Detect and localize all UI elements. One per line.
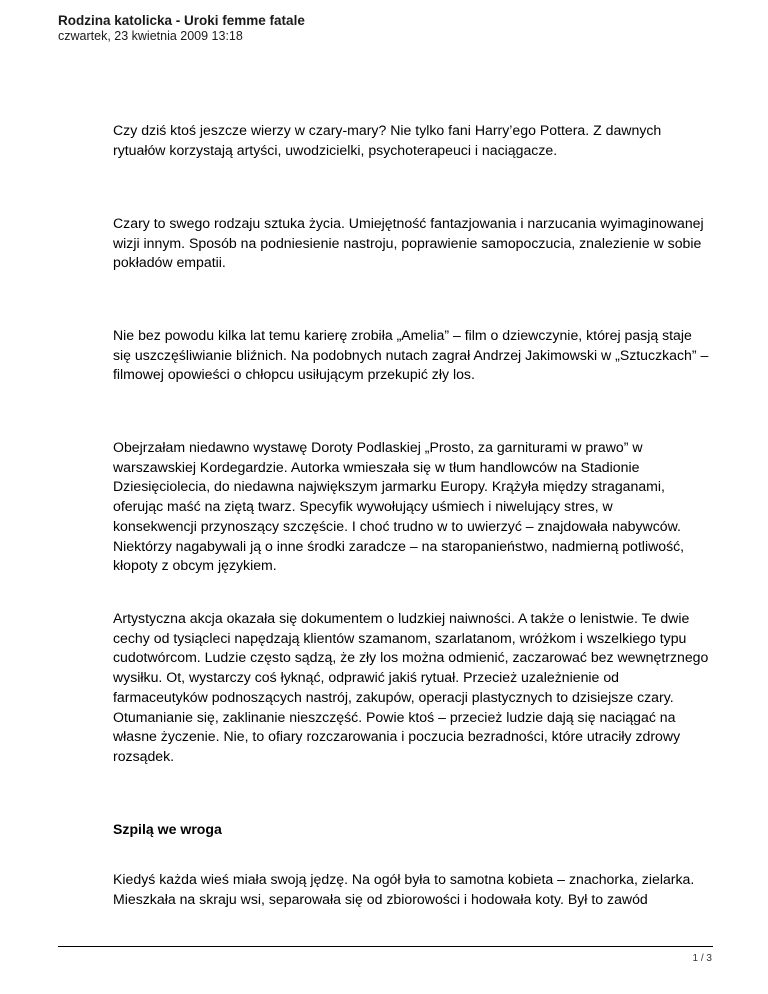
paragraph-line: Czary to swego rodzaju sztuka życia. Umiejętność fantazjowania i narzucania wyimaginowanej — [113, 215, 704, 231]
paragraph-line: kłopoty z obcym językiem. — [113, 557, 277, 574]
paragraph-2 — [113, 214, 723, 273]
paragraph-line: rozsądek. — [113, 747, 175, 764]
paragraph-3 — [113, 326, 723, 385]
paragraph-line: filmowej opowieści o chłopcu usiłującym przekupić zły los. — [113, 366, 475, 383]
paragraph-line: farmaceutyków podnoszących nastrój, zakupów, operacji plastycznych to dzisiejsze czary. — [113, 688, 674, 705]
paragraph-line: wysiłku. Ot, wystarczy coś łyknąć, odprawić jakiś rytuał. Przecież uzależnienie od — [113, 669, 619, 686]
document-date: czwartek, 23 kwietnia 2009 13:18 — [58, 29, 243, 43]
paragraph-line: rytuałów korzystają artyści, uwodzicielki, psychoterapeuci i naciągacze. — [113, 141, 558, 158]
section-subheading: Szpilą we wroga — [113, 821, 222, 837]
paragraph-line: cechy od tysiącleci napędzają klientów szamanom, szarlatanom, wróżkom i wszelkiego typu — [113, 629, 687, 646]
paragraph-line: Kiedyś każda wieś miała swoją jędzę. Na ogół była to samotna kobieta – znachorka, zielarka. — [113, 871, 695, 887]
paragraph-line: się uszczęśliwianie bliźnich. Na podobnych nutach zagrał Andrzej Jakimowski w „Sztuczkach” – — [113, 346, 709, 363]
paragraph-line: Artystyczna akcja okazała się dokumentem o ludzkiej naiwności. A także o lenistwie. Te dwie — [113, 610, 690, 626]
paragraph-line: własne życzenie. Nie, to ofiary rozczarowania i poczucia bezradności, które utraciły zdrowy — [113, 728, 681, 745]
paragraph-4 — [113, 438, 723, 576]
paragraph-line: Nie bez powodu kilka lat temu karierę zrobiła „Amelia” – film o dziewczynie, której pasją staje — [113, 327, 692, 343]
footer-divider — [58, 946, 713, 947]
paragraph-line: pokładów empatii. — [113, 254, 226, 271]
paragraph-line: wizji innym. Sposób na podniesienie nastroju, poprawienie samopoczucia, znalezienie w sobie — [113, 234, 702, 251]
paragraph-line: cudotwórcom. Ludzie często sądzą, że zły los można odmienić, zaczarować bez wewnętrznego — [113, 649, 709, 666]
paragraph-line: warszawskiej Kordegardzie. Autorka wmieszała się w tłum handlowców na Stadionie — [113, 458, 640, 475]
paragraph-line: Czy dziś ktoś jeszcze wierzy w czary-mary? Nie tylko fani Harry’ego Pottera. Z dawnych — [113, 122, 662, 138]
paragraph-line: konsekwencji przynoszący szczęście. I choć trudno w to uwierzyć – znajdowała nabywców. — [113, 517, 681, 534]
page-number: 1 / 3 — [692, 953, 712, 964]
paragraph-line: Niektórzy nagabywali ją o inne środki zaradcze – na staropanieństwo, nadmierną potliwość, — [113, 537, 685, 554]
document-title: Rodzina katolicka - Uroki femme fatale — [58, 13, 305, 28]
paragraph-6 — [113, 870, 723, 909]
paragraph-line: Dziesięciolecia, do niedawna największym jarmarku Europy. Krążyła między straganami, — [113, 478, 665, 495]
paragraph-line: Mieszkała na skraju wsi, separowała się od zbiorowości i hodowała koty. Był to zawód — [113, 890, 648, 907]
document-header — [58, 12, 305, 44]
paragraph-line: Obejrzałam niedawno wystawę Doroty Podlaskiej „Prosto, za garniturami w prawo” w — [113, 439, 643, 455]
paragraph-line: Otumanianie się, zaklinanie nieszczęść. Powie ktoś – przecież ludzie dają się naciągać na — [113, 708, 676, 725]
paragraph-line: oferując maść na ziętą twarz. Specyfik wywołujący uśmiech i niwelujący stres, w — [113, 498, 613, 515]
paragraph-1 — [113, 121, 723, 160]
paragraph-5 — [113, 609, 723, 767]
